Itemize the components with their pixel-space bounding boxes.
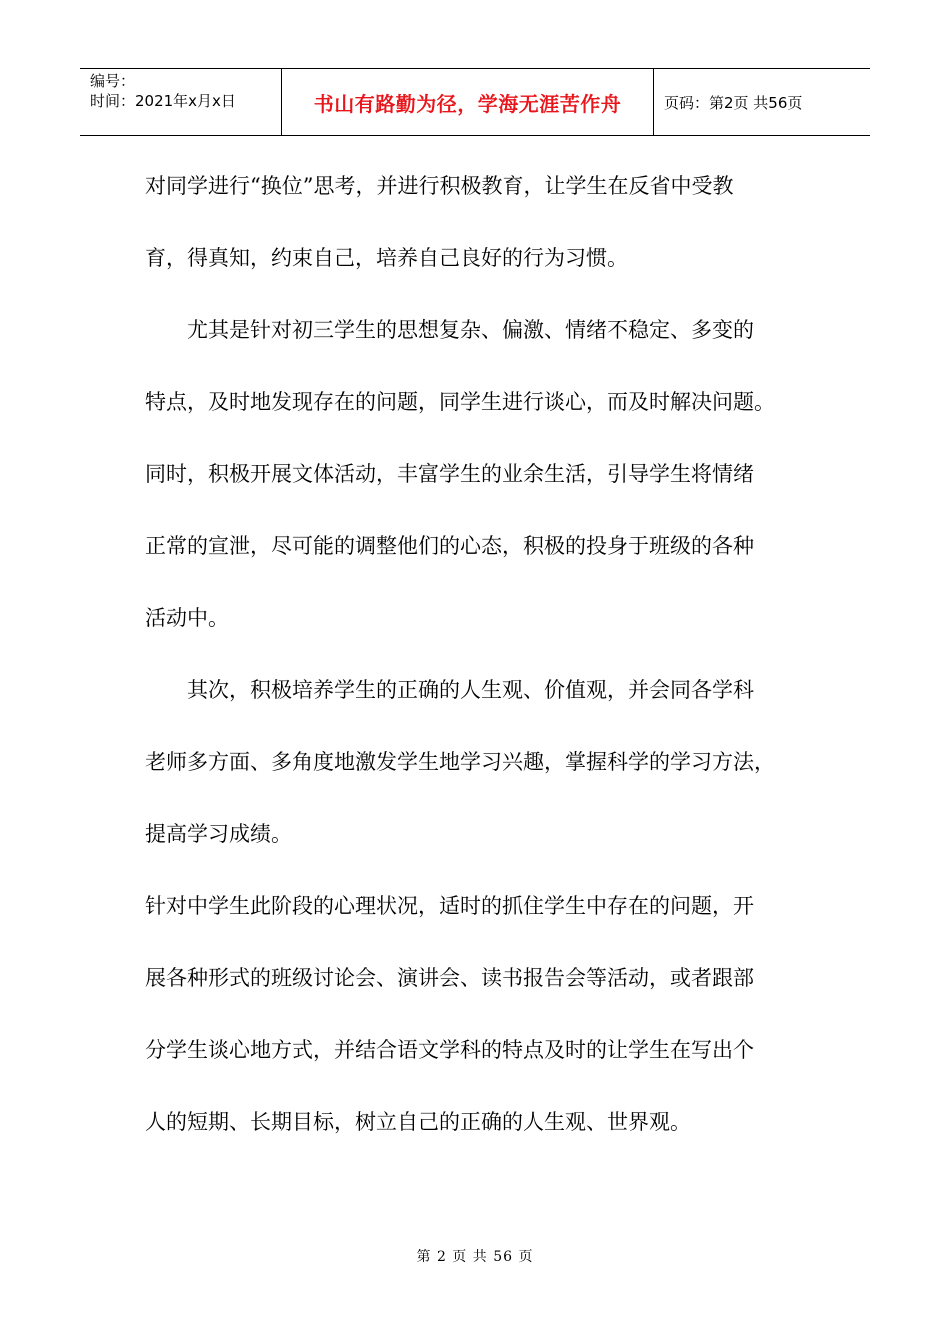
text-line-8: 其次，积极培养学生的正确的人生观、价值观，并会同各学科 (187, 678, 754, 702)
text-line-13: 分学生谈心地方式，并结合语文学科的特点及时的让学生在写出个 (145, 1038, 754, 1062)
header-number-label: 编号： (90, 72, 136, 90)
text-line-1: 对同学进行“换位”思考，并进行积极教育，让学生在反省中受教 (145, 174, 734, 198)
text-line-6: 正常的宣泄，尽可能的调整他们的心态，积极的投身于班级的各种 (145, 534, 754, 558)
text-line-4: 特点，及时地发现存在的问题，同学生进行谈心，而及时解决问题。 (145, 390, 775, 414)
text-line-12: 展各种形式的班级讨论会、演讲会、读书报告会等活动，或者跟部 (145, 966, 754, 990)
document-body (145, 168, 815, 1176)
header-page-info: 页码：第2页 共56页 (664, 93, 803, 112)
header-meta (80, 69, 282, 135)
text-line-10: 提高学习成绩。 (145, 822, 292, 846)
text-line-11: 针对中学生此阶段的心理状况，适时的抓住学生中存在的问题，开 (145, 894, 754, 918)
page-header (80, 68, 870, 136)
text-line-5: 同时，积极开展文体活动，丰富学生的业余生活，引导学生将情绪 (145, 462, 754, 486)
text-line-9: 老师多方面、多角度地激发学生地学习兴趣，掌握科学的学习方法， (145, 750, 775, 774)
text-line-2: 育，得真知，约束自己，培养自己良好的行为习惯。 (145, 246, 628, 270)
text-line-3: 尤其是针对初三学生的思想复杂、偏激、情绪不稳定、多变的 (187, 318, 754, 342)
header-date: 时间：2021年x月x日 (90, 92, 236, 110)
text-line-14: 人的短期、长期目标，树立自己的正确的人生观、世界观。 (145, 1110, 691, 1134)
header-motto: 书山有路勤为径，学海无涯苦作舟 (282, 69, 654, 135)
text-line-7: 活动中。 (145, 606, 229, 630)
page-footer: 第 2 页 共 56 页 (416, 1249, 534, 1265)
